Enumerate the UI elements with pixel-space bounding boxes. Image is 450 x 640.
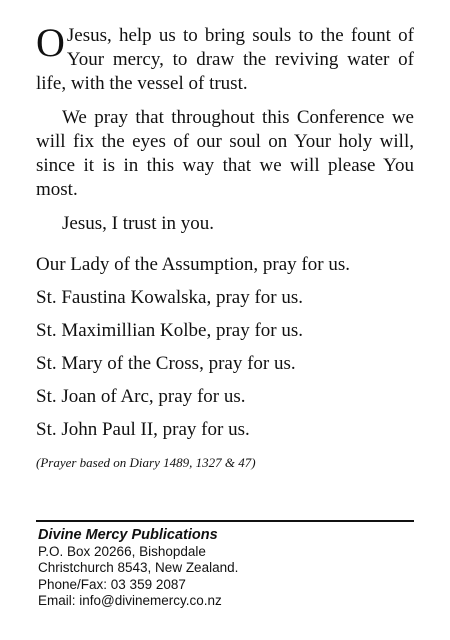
invocation-item: St. John Paul II, pray for us. <box>36 419 250 440</box>
invocation-item: Our Lady of the Assumption, pray for us. <box>36 254 350 275</box>
prayer-body <box>36 20 414 472</box>
prayer-paragraph-2: We pray that throughout this Conference we will fix the eyes of our soul on Your holy will, since it is in this way that we will please You most. <box>36 107 414 200</box>
prayer-paragraph-1-text: Jesus, help us to bring souls to the fount of Your mercy, to draw the reviving water of life, with the vessel of trust. <box>36 25 414 94</box>
publisher-name: Divine Mercy Publications <box>38 527 218 543</box>
trust-line: Jesus, I trust in you. <box>62 213 214 234</box>
invocation-item: St. Joan of Arc, pray for us. <box>36 386 246 407</box>
drop-cap-letter: O <box>36 20 65 65</box>
source-note: (Prayer based on Diary 1489, 1327 & 47) <box>36 455 256 470</box>
address-line-1: P.O. Box 20266, Bishopdale <box>38 543 206 559</box>
publisher-block <box>38 527 414 610</box>
invocation-item: St. Faustina Kowalska, pray for us. <box>36 287 304 308</box>
address-line-2: Christchurch 8543, New Zealand. <box>38 560 239 575</box>
email-line: Email: info@divinemercy.co.nz <box>38 593 222 608</box>
invocation-item: St. Maximillian Kolbe, pray for us. <box>36 320 304 341</box>
phone-line: Phone/Fax: 03 359 2087 <box>38 576 186 592</box>
divider-line <box>36 520 414 522</box>
invocation-item: St. Mary of the Cross, pray for us. <box>36 353 296 374</box>
prayer-paragraph-1 <box>36 20 414 96</box>
invocation-list <box>36 248 414 446</box>
